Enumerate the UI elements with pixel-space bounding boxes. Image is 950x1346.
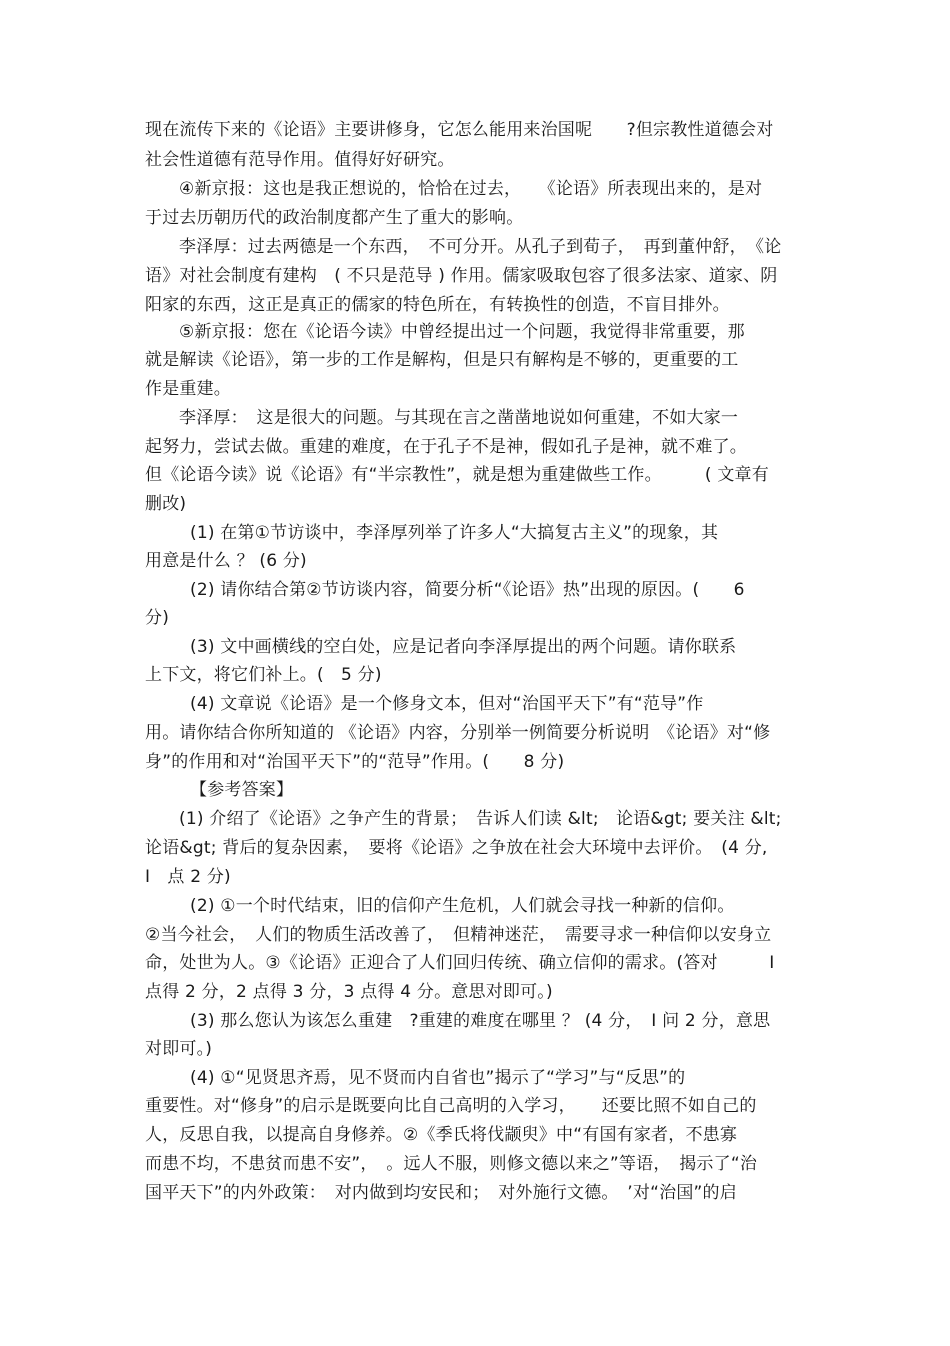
- text-line: ⑤新京报：您在《论语今读》中曾经提出过一个问题，我觉得非常重要，那: [179, 322, 745, 342]
- text-line: 现在流传下来的《论语》主要讲修身，它怎么能用来治国呢 ?但宗教性道德会对: [145, 120, 774, 140]
- text-line: 上下文，将它们补上。( 5 分): [145, 665, 382, 685]
- text-line: ②当今社会， 人们的物质生活改善了， 但精神迷茫， 需要寻求一种信仰以安身立: [145, 925, 772, 945]
- text-line: 李泽厚： 这是很大的问题。与其现在言之凿凿地说如何重建，不如大家一: [179, 408, 739, 428]
- question-line: (1) 在第①节访谈中，李泽厚列举了许多人“大搞复古主义”的现象，其: [190, 523, 719, 543]
- text-line: 阳家的东西，这正是真正的儒家的特色所在，有转换性的创造，不盲目排外。: [145, 295, 730, 315]
- answer-line: (3) 那么您认为该怎么重建 ?重建的难度在哪里 ？ (4 分， I 问 2 分，意思: [190, 1011, 771, 1031]
- answer-line: (1) 介绍了《论语》之争产生的背景； 告诉人们读 &lt; 论语&gt; 要关注 &lt;: [179, 809, 782, 829]
- text-line: 起努力，尝试去做。重建的难度，在于孔子不是神，假如孔子是神，就不难了。: [145, 437, 747, 457]
- text-line: 用意是什么 ？ (6 分): [145, 551, 307, 571]
- question-line: (3) 文中画横线的空白处，应是记者向李泽厚提出的两个问题。请你联系: [190, 637, 737, 657]
- text-line: 但《论语今读》说《论语》有“半宗教性”，就是想为重建做些工作。 ( 文章有: [145, 465, 769, 485]
- answer-line: (2) ①一个时代结束，旧的信仰产生危机，人们就会寻找一种新的信仰。: [190, 896, 735, 916]
- text-line: ④新京报：这也是我正想说的，恰恰在过去， 《论语》所表现出来的，是对: [179, 179, 763, 199]
- answer-line: (4) ①“见贤思齐焉，见不贤而内自省也”揭示了“学习”与“反思”的: [190, 1068, 686, 1088]
- text-line: 删改): [145, 494, 187, 514]
- text-line: 论语&gt; 背后的复杂因素， 要将《论语》之争放在社会大环境中去评价。 (4 分,: [145, 838, 768, 858]
- text-line: 重要性。对“修身”的启示是既要向比自己高明的入学习， 还要比照不如自己的: [145, 1096, 757, 1116]
- answer-heading: 【参考答案】: [190, 780, 294, 800]
- text-line: 就是解读《论语》，第一步的工作是解构，但是只有解构是不够的，更重要的工: [145, 350, 739, 370]
- question-line: (4) 文章说《论语》是一个修身文本，但对“治国平天下”有“范导”作: [190, 694, 704, 714]
- text-line: 用。请你结合你所知道的 《论语》内容，分别举一例简要分析说明 《论语》对“修: [145, 723, 771, 743]
- text-line: 作是重建。: [145, 379, 231, 399]
- text-line: 社会性道德有范导作用。值得好好研究。: [145, 150, 455, 170]
- question-line: (2) 请你结合第②节访谈内容，简要分析“《论语》热”出现的原因。( 6: [190, 580, 745, 600]
- text-line: 人，反思自我，以提高自身修养。②《季氏将伐颛臾》中“有国有家者，不患寡: [145, 1125, 738, 1145]
- text-line: 语》对社会制度有建构 ( 不只是范导 ) 作用。儒家吸取包容了很多法家、道家、阴: [145, 266, 778, 286]
- text-line: 命，处世为人。③《论语》正迎合了人们回归传统、确立信仰的需求。(答对 I: [145, 953, 775, 973]
- text-line: 于过去历朝历代的政治制度都产生了重大的影响。: [145, 208, 524, 228]
- text-line: 身”的作用和对“治国平天下”的“范导”作用。( 8 分): [145, 752, 565, 772]
- text-line: 而患不均，不患贫而患不安”， 。远人不服，则修文德以来之”等语， 揭示了“治: [145, 1154, 758, 1174]
- text-line: 国平天下”的内外政策： 对内做到均安民和； 对外施行文德。 ’对“治国”的启: [145, 1183, 737, 1203]
- text-line: 对即可。): [145, 1039, 213, 1059]
- text-line: I 点 2 分): [145, 867, 231, 887]
- text-line: 分): [145, 608, 170, 628]
- text-line: 李泽厚：过去两德是一个东西， 不可分开。从孔子到荀子， 再到董仲舒， 《论: [179, 237, 782, 257]
- text-line: 点得 2 分，2 点得 3 分，3 点得 4 分。意思对即可。): [145, 982, 553, 1002]
